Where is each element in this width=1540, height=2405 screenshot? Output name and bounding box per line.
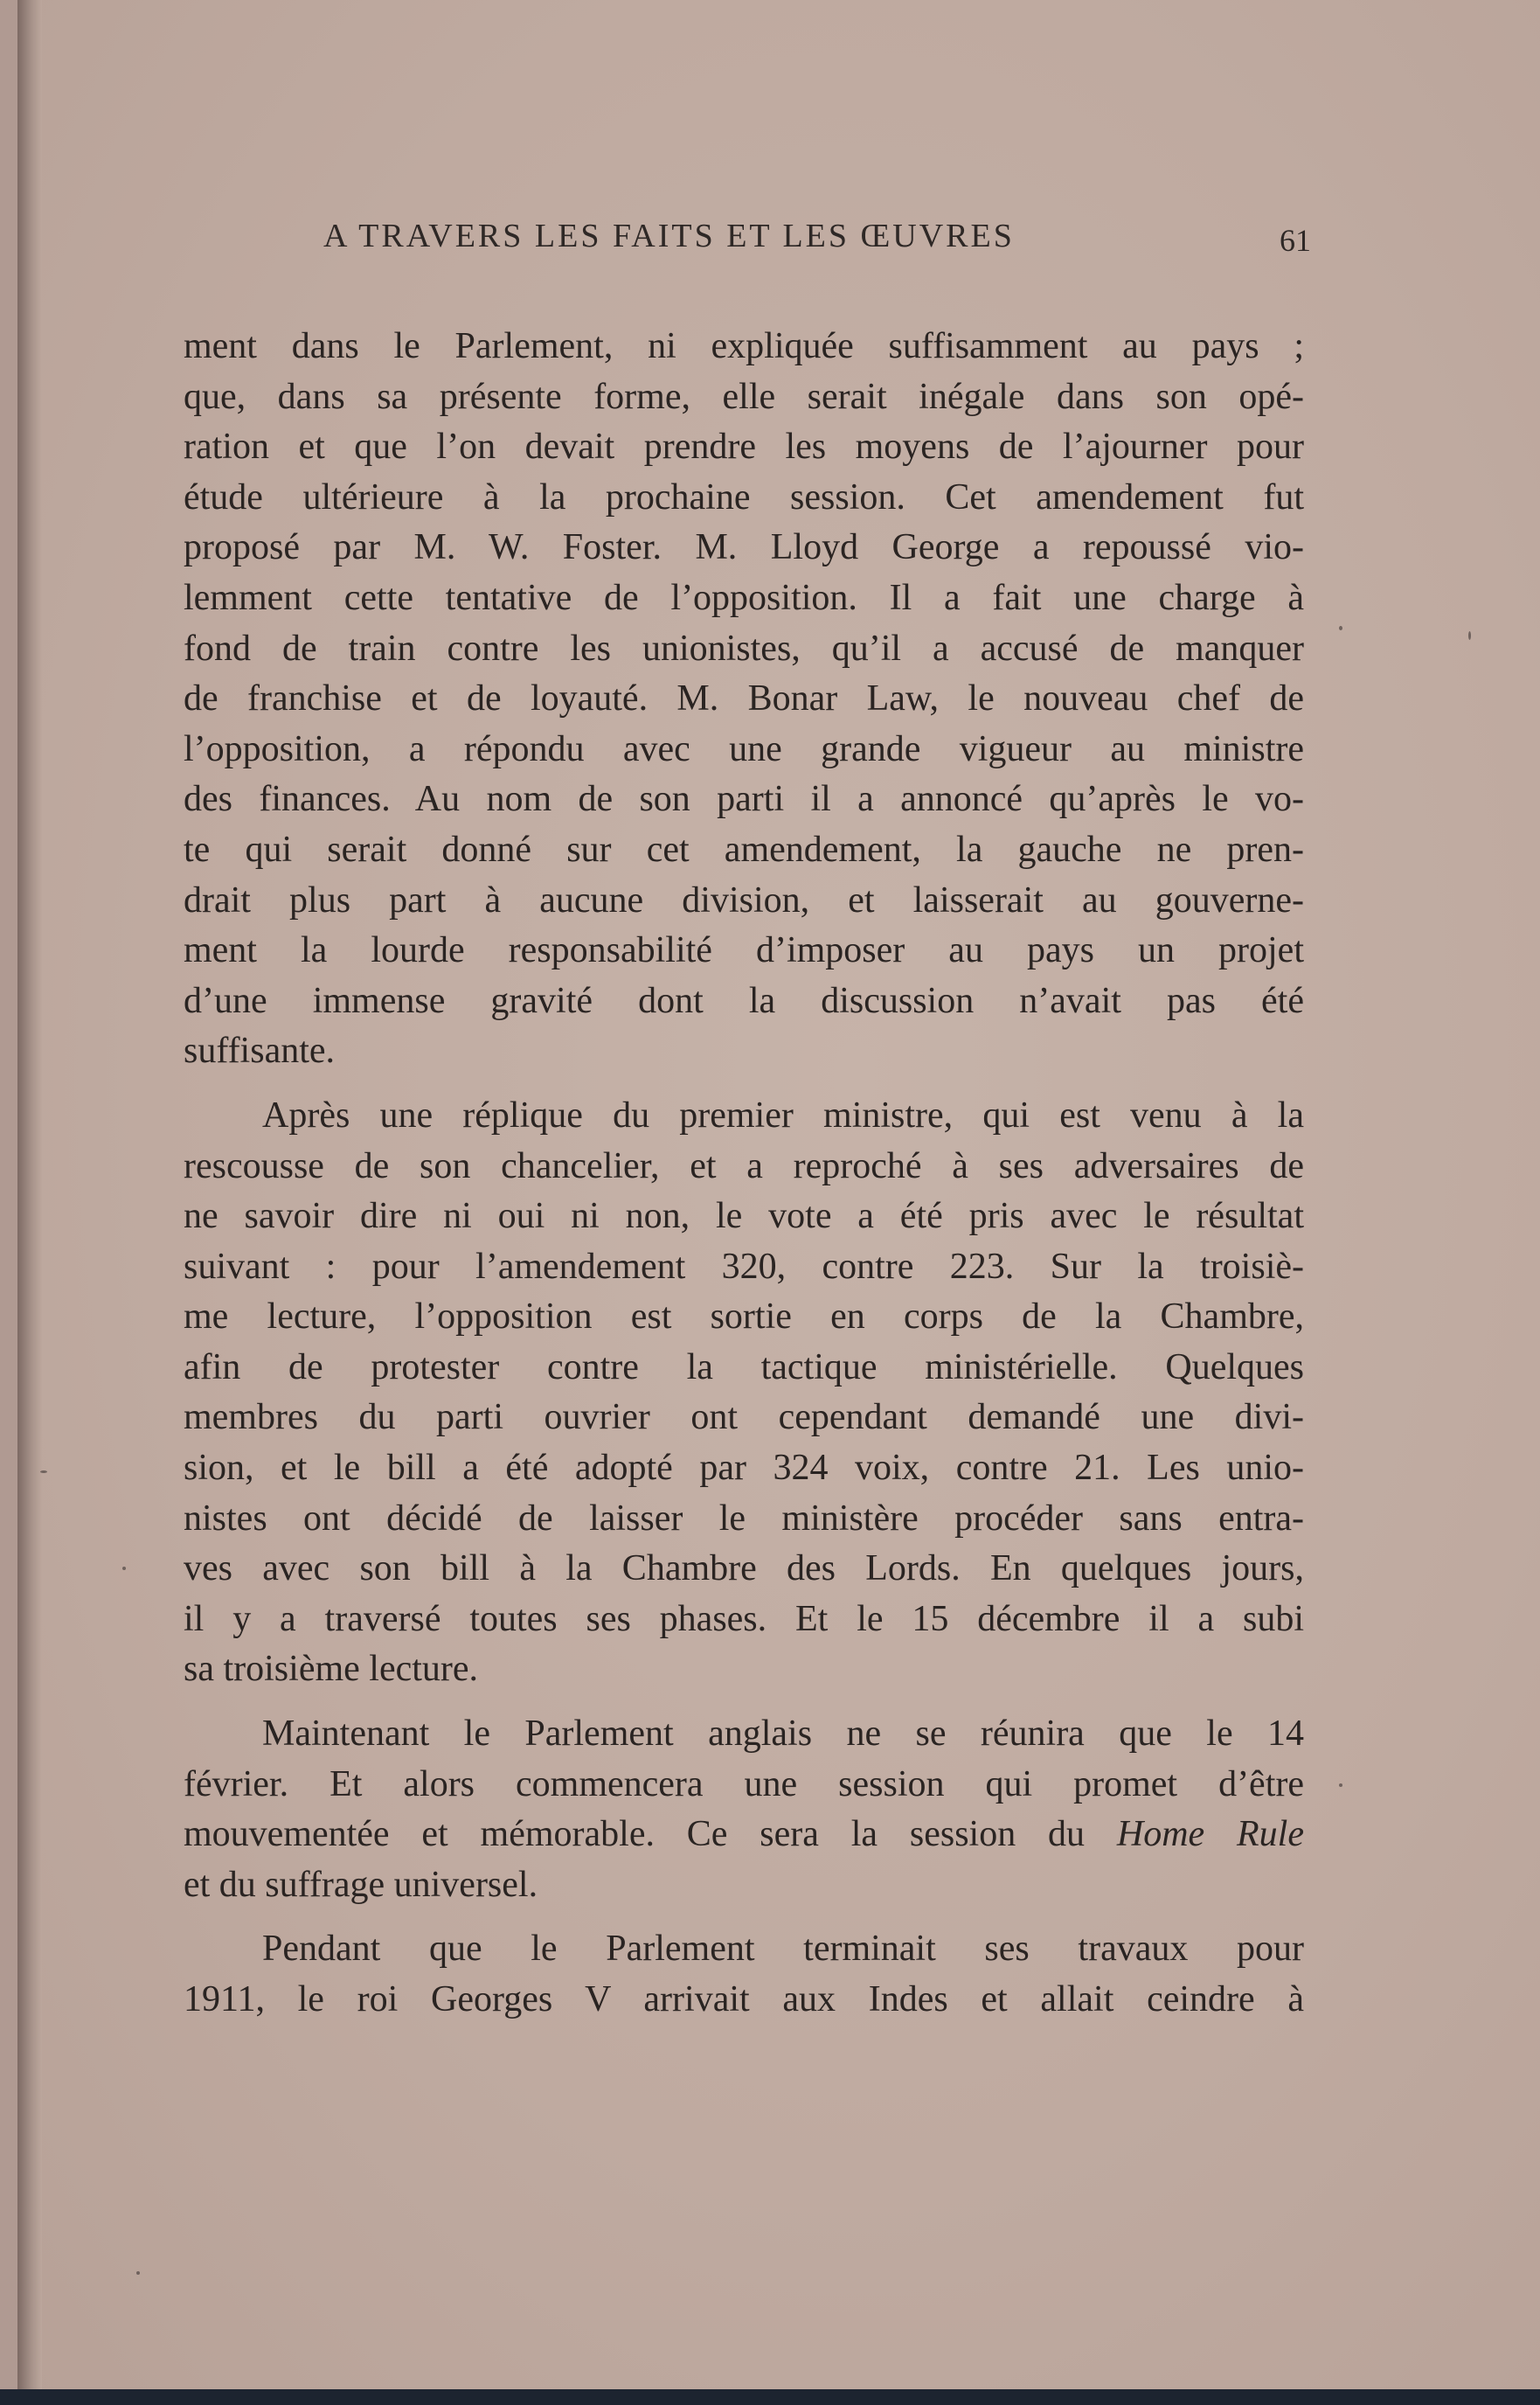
text-line: suffisante.	[184, 1031, 336, 1072]
text-line: Après une réplique du premier ministre, qui est venu à la	[262, 1095, 1304, 1136]
text-line: que, dans sa présente forme, elle serait inégale dans son opé-	[184, 376, 1304, 417]
paper-speck	[40, 1470, 47, 1473]
text-line: te qui serait donné sur cet amendement, la gauche ne pren-	[184, 829, 1304, 870]
text-line: 1911, le roi Georges V arrivait aux Indes et allait ceindre à	[184, 1979, 1304, 2019]
page-gutter-shadow	[17, 0, 42, 2389]
text-line: afin de protester contre la tactique ministérielle. Quelques	[184, 1346, 1304, 1387]
text-line: nistes ont décidé de laisser le ministère procéder sans entra-	[184, 1498, 1304, 1539]
text-line: fond de train contre les unionistes, qu’il a accusé de manquer	[184, 628, 1304, 669]
text-line: Maintenant le Parlement anglais ne se réunira que le 14	[262, 1713, 1304, 1755]
text-line: rescousse de son chancelier, et a reproché à ses adversaires de	[184, 1145, 1304, 1186]
text-line: suivant : pour l’amendement 320, contre 223. Sur la troisiè-	[184, 1246, 1304, 1287]
text-line: ves avec son bill à la Chambre des Lords. En quelques jours,	[184, 1548, 1304, 1589]
paragraph-2	[184, 1091, 1304, 1695]
text-line: février. Et alors commencera une session qui promet d’être	[184, 1763, 1304, 1804]
text-line: des finances. Au nom de son parti il a annoncé qu’après le vo-	[184, 779, 1304, 820]
running-head	[323, 217, 1311, 261]
text-line: proposé par M. W. Foster. M. Lloyd George a repoussé vio-	[184, 527, 1304, 568]
text-line: ration et que l’on devait prendre les moyens de l’ajourner pour	[184, 427, 1304, 468]
text-segment: mouvementée et mémorable. Ce sera la session du	[184, 1814, 1117, 1855]
text-line: et du suffrage universel.	[184, 1864, 538, 1905]
text-line: l’opposition, a répondu avec une grande vigueur au ministre	[184, 728, 1304, 769]
text-line	[184, 1810, 1304, 1860]
text-line: drait plus part à aucune division, et laisserait au gouverne-	[184, 879, 1304, 921]
italic-title: Home Rule	[1116, 1814, 1304, 1855]
text-line: lemment cette tentative de l’opposition. Il a fait une charge à	[184, 577, 1304, 618]
paragraph-gap	[184, 1695, 1304, 1709]
page-number: 61	[1280, 223, 1311, 258]
paper-speck	[1339, 626, 1342, 630]
paragraph-gap	[184, 1910, 1304, 1924]
paragraph-1	[184, 322, 1304, 1077]
text-line: sa troisième lecture.	[184, 1649, 479, 1690]
text-line: Pendant que le Parlement terminait ses travaux pour	[262, 1929, 1304, 1970]
scan-bottom-edge	[0, 2389, 1540, 2405]
text-line: me lecture, l’opposition est sortie en corps de la Chambre,	[184, 1296, 1304, 1338]
text-line: ment dans le Parlement, ni expliquée suffisamment au pays ;	[184, 326, 1304, 366]
text-line: ment la lourde responsabilité d’imposer au pays un projet	[184, 930, 1304, 971]
running-title: A TRAVERS LES FAITS ET LES ŒUVRES	[323, 218, 1015, 254]
body-text	[184, 322, 1304, 2026]
text-line: ne savoir dire ni oui ni non, le vote a été pris avec le résultat	[184, 1196, 1304, 1237]
paper-speck	[136, 2271, 140, 2275]
paragraph-3	[184, 1709, 1304, 1910]
text-line: il y a traversé toutes ses phases. Et le 15 décembre il a subi	[184, 1598, 1304, 1639]
paper-speck	[122, 1567, 126, 1570]
text-line: de franchise et de loyauté. M. Bonar Law, le nouveau chef de	[184, 678, 1304, 719]
text-line: étude ultérieure à la prochaine session. Cet amendement fut	[184, 476, 1304, 518]
text-line: membres du parti ouvrier ont cependant demandé une divi-	[184, 1397, 1304, 1438]
paper-speck	[1468, 631, 1471, 640]
book-page	[17, 0, 1540, 2389]
text-line: sion, et le bill a été adopté par 324 voix, contre 21. Les unio-	[184, 1448, 1304, 1489]
text-line: d’une immense gravité dont la discussion n’avait pas été	[184, 980, 1304, 1021]
paragraph-4	[184, 1924, 1304, 2025]
paragraph-gap	[184, 1077, 1304, 1091]
paper-speck	[1339, 1783, 1342, 1787]
